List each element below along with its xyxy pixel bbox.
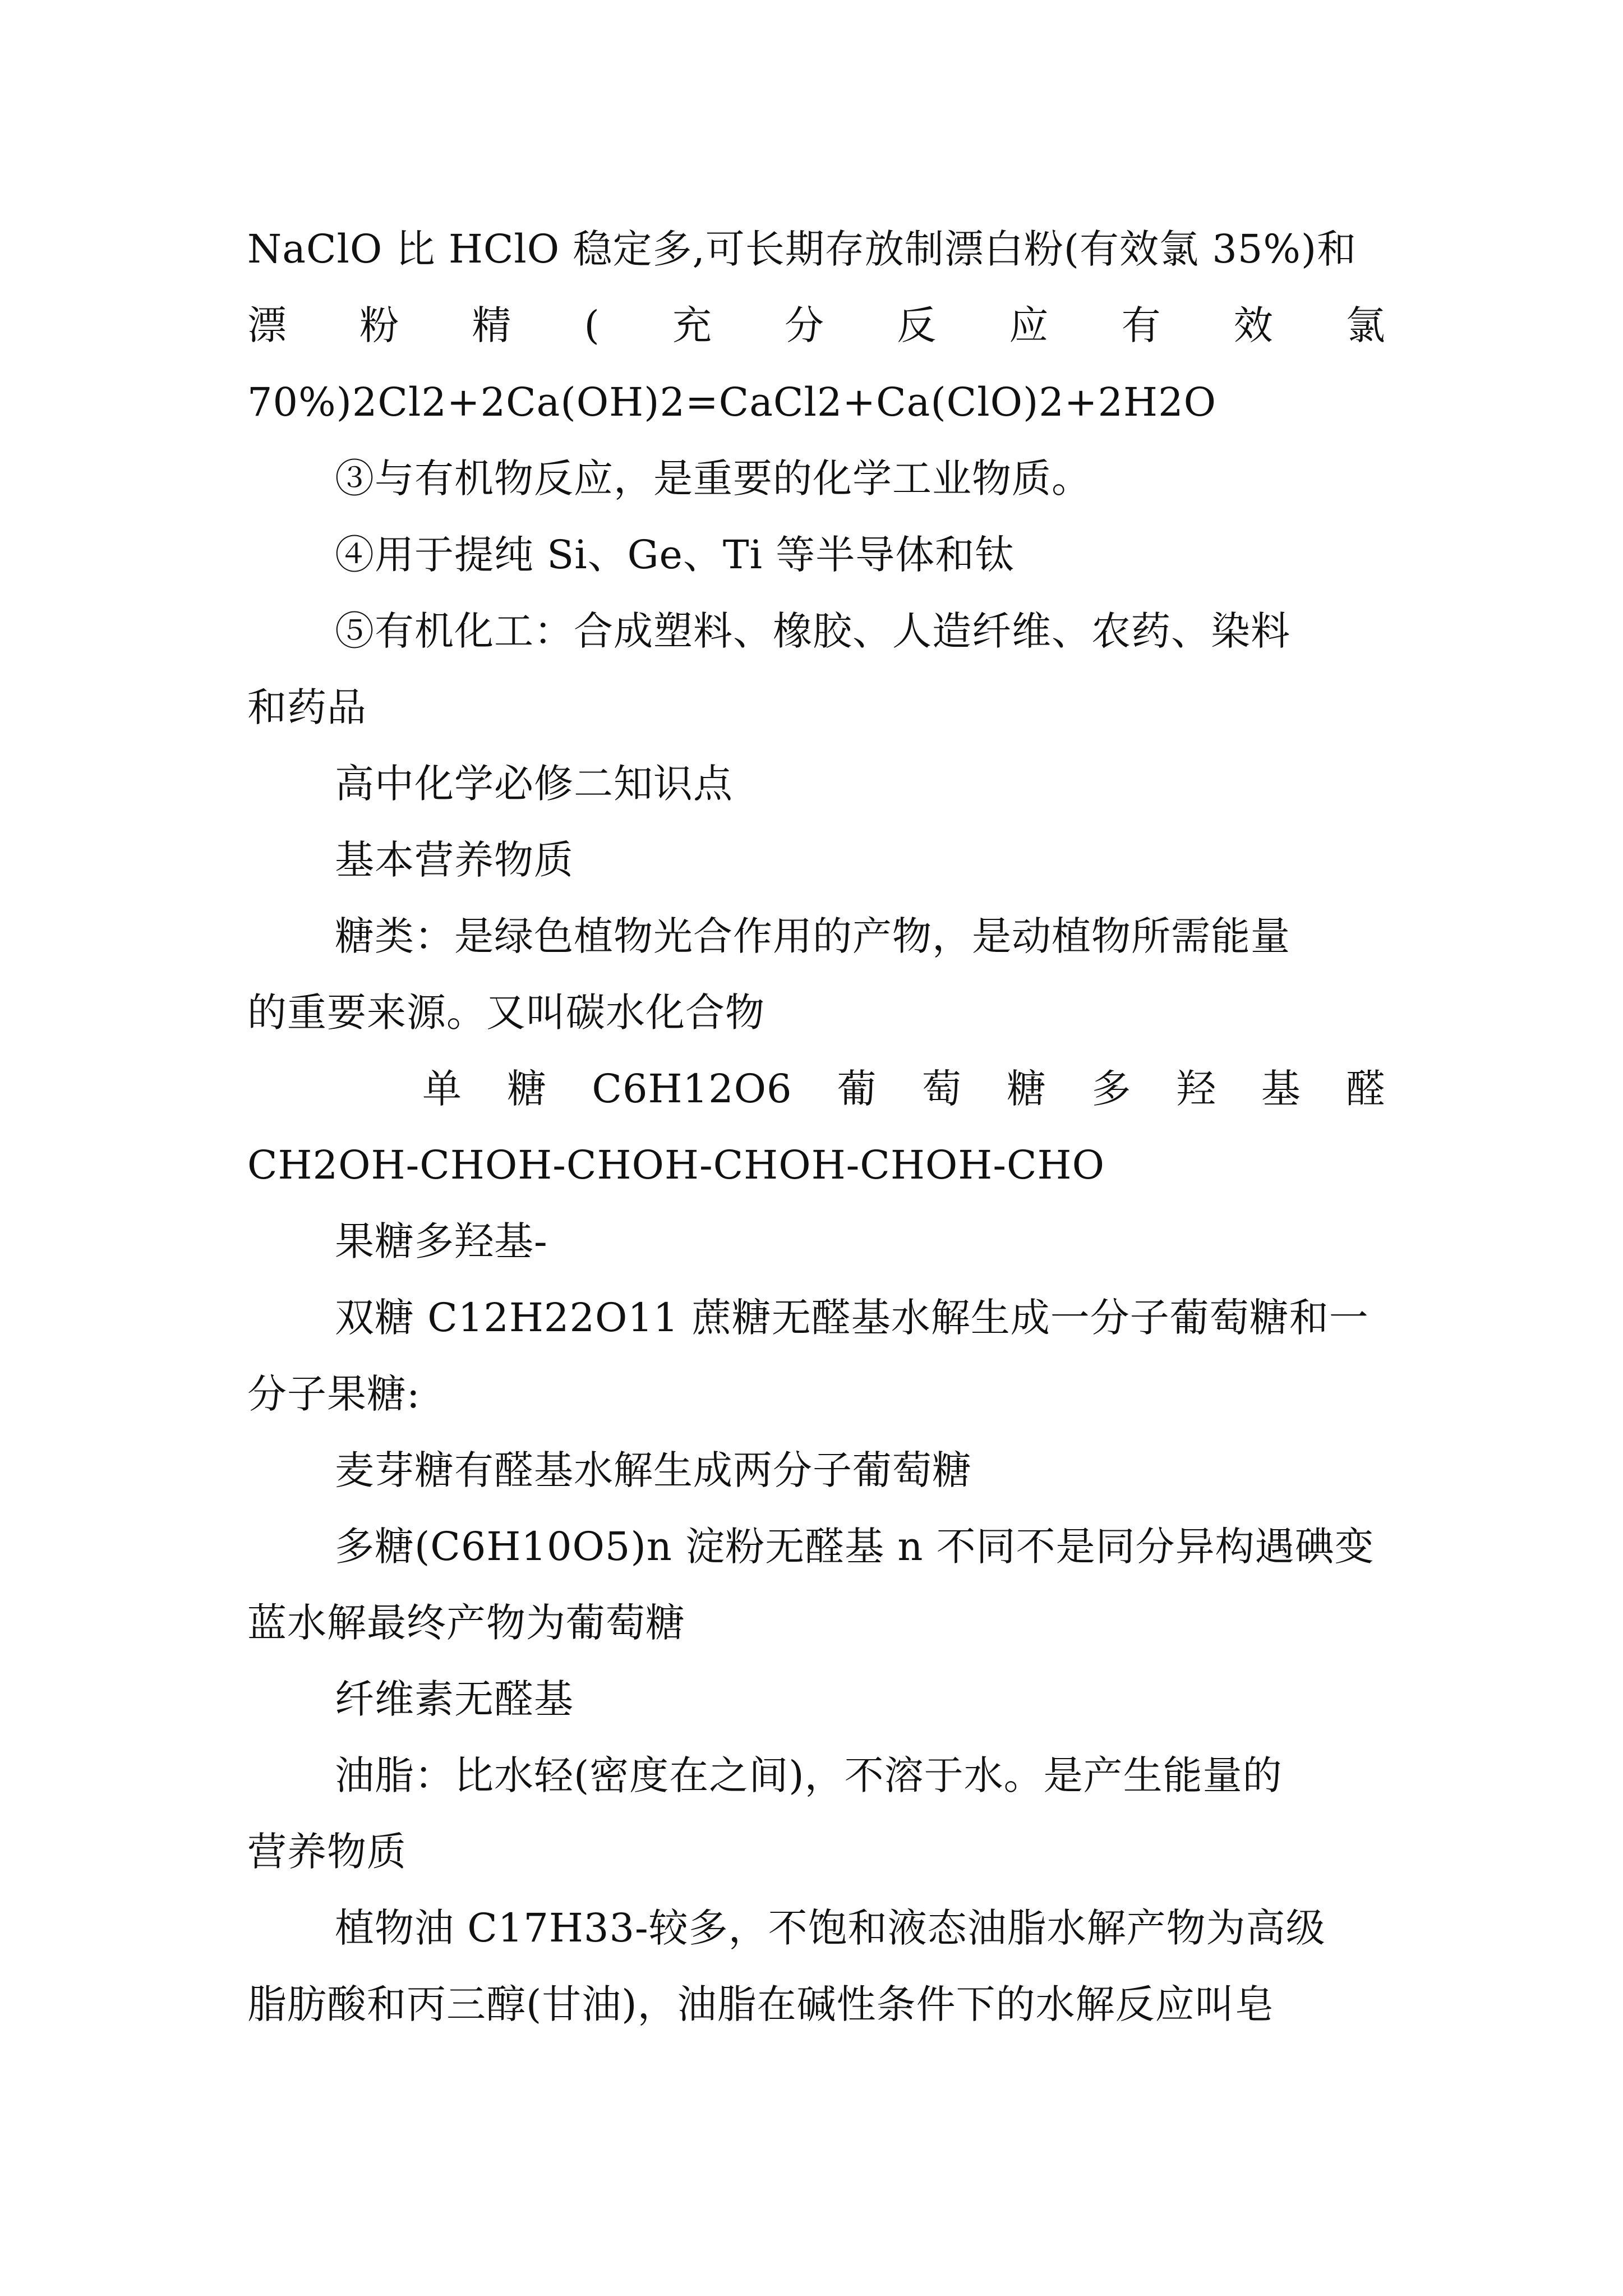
char: 醛 xyxy=(1345,1066,1386,1112)
char: 精 xyxy=(472,302,512,348)
text-line-5: ④用于提纯 Si、Ge、Ti 等半导体和钛 xyxy=(335,532,1015,578)
text-line-24: 脂肪酸和丙三醇(甘油)，油脂在碱性条件下的水解反应叫皂 xyxy=(247,1981,1275,2027)
text-line-3: 70%)2Cl2+2Ca(OH)2=CaCl2+Ca(ClO)2+2H2O xyxy=(247,379,1217,425)
text-line-7: 和药品 xyxy=(247,684,367,730)
char: 多 xyxy=(1091,1066,1132,1112)
char: 有 xyxy=(1121,302,1161,348)
text-line-20: 纤维素无醛基 xyxy=(335,1676,574,1722)
char: 漂 xyxy=(247,302,287,348)
char: 粉 xyxy=(359,302,400,348)
text-line-12-justified xyxy=(422,1061,1386,1117)
text-line-10: 糖类：是绿色植物光合作用的产物，是动植物所需能量 xyxy=(335,913,1290,959)
char: 单 xyxy=(422,1066,462,1112)
text-line-22: 营养物质 xyxy=(247,1829,407,1875)
text-line-15: 双糖 C12H22O11 蔗糖无醛基水解生成一分子葡萄糖和一 xyxy=(335,1295,1369,1341)
char: 萄 xyxy=(921,1066,962,1112)
char: 分 xyxy=(785,302,825,348)
char: 应 xyxy=(1009,302,1049,348)
text-line-19: 蓝水解最终产物为葡萄糖 xyxy=(247,1600,685,1646)
char: 反 xyxy=(897,302,937,348)
text-line-23: 植物油 C17H33-较多，不饱和液态油脂水解产物为高级 xyxy=(335,1905,1326,1951)
text-line-17: 麦芽糖有醛基水解生成两分子葡萄糖 xyxy=(335,1447,972,1493)
text-line-4: ③与有机物反应，是重要的化学工业物质。 xyxy=(335,455,1091,501)
char: 基 xyxy=(1261,1066,1301,1112)
subsection-heading: 基本营养物质 xyxy=(335,837,574,883)
char: 糖 xyxy=(1007,1066,1047,1112)
char: 氯 xyxy=(1345,302,1386,348)
char: 充 xyxy=(672,302,712,348)
text-line-16: 分子果糖: xyxy=(247,1371,421,1417)
text-line-6: ⑤有机化工：合成塑料、橡胶、人造纤维、农药、染料 xyxy=(335,608,1290,654)
text-line-1: NaClO 比 HClO 稳定多,可长期存放制漂白粉(有效氯 35%)和 xyxy=(247,226,1357,272)
text-line-2-justified xyxy=(247,297,1386,353)
text-line-14: 果糖多羟基- xyxy=(335,1218,548,1264)
char: 羟 xyxy=(1176,1066,1216,1112)
text-line-11: 的重要来源。又叫碳水化合物 xyxy=(247,990,765,1036)
section-heading: 高中化学必修二知识点 xyxy=(335,761,733,807)
char: 葡 xyxy=(837,1066,877,1112)
text-line-21: 油脂：比水轻(密度在之间)，不溶于水。是产生能量的 xyxy=(335,1752,1283,1798)
char: 糖 xyxy=(507,1066,547,1112)
char: C6H12O6 xyxy=(592,1066,792,1112)
text-line-18: 多糖(C6H10O5)n 淀粉无醛基 n 不同不是同分异构遇碘变 xyxy=(335,1524,1375,1570)
text-line-13: CH2OH-CHOH-CHOH-CHOH-CHOH-CHO xyxy=(247,1142,1105,1188)
char: 效 xyxy=(1233,302,1274,348)
char: ( xyxy=(584,302,600,348)
